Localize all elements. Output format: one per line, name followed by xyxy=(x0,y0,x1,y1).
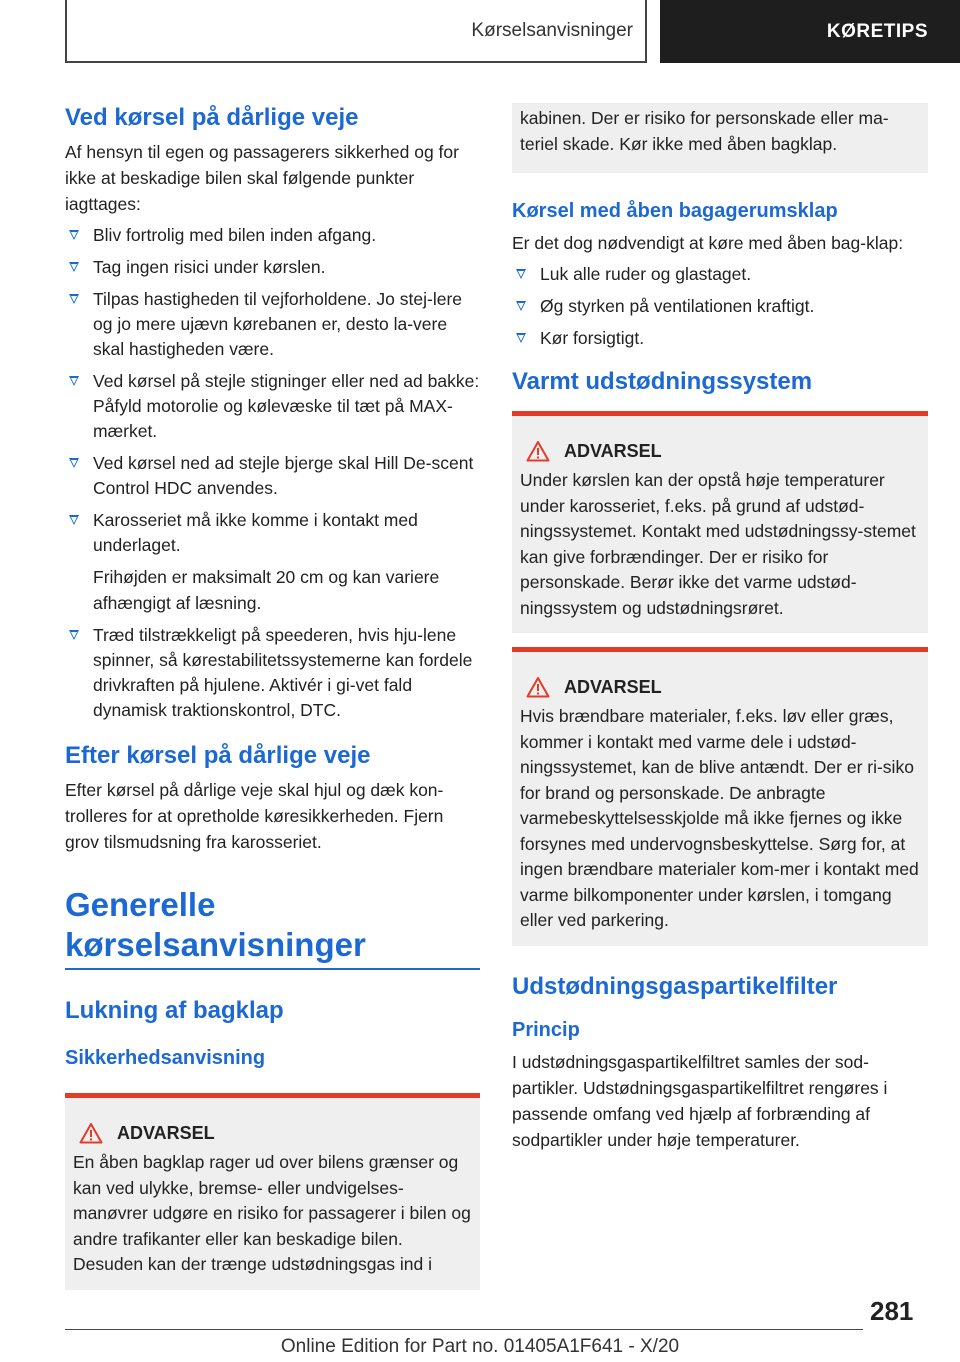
heading-hot-exhaust: Varmt udstødningssystem xyxy=(512,368,813,395)
heading-after-bad-roads: Efter kørsel på dårlige veje xyxy=(65,742,371,769)
after-text: Efter kørsel på dårlige veje skal hjul og dæk kon-trolleres for at opretholde køresikkerheden. Fjern grov tilsmudsning fra karosseriet. xyxy=(65,780,444,852)
warning-triangle-icon xyxy=(79,1122,103,1144)
page-number: 281 xyxy=(870,1296,914,1326)
header-chapter-label: KØRETIPS xyxy=(826,20,928,42)
list-item: Kør forsigtigt. xyxy=(512,326,928,351)
triangle-bullet-icon xyxy=(516,333,526,343)
warning-text: Hvis brændbare materialer, f.eks. løv eller græs, kommer i kontakt med varme dele i udstød-ningssystemet, kan de blive antændt. Der er ri-siko for brand og personskade. De anbragte varmebeskyttelsesskjolde må ikke fjernes og ikke forsynes med undervognsbeskyttelse. Sørg for, at ingen brændbare materialer kom-mer i kontakt med varme bilkomponenter under kørslen, i tomgang eller ved parkering. xyxy=(520,706,919,930)
warning-box-tailgate xyxy=(65,1093,480,1290)
heading-bad-roads: Ved kørsel på dårlige veje xyxy=(65,104,359,131)
principle-text: I udstødningsgaspartikelfiltret samles der sod-partikler. Udstødningsgaspartikelfiltret rengøres i passende omfang ved hjælp af forbrænding af sodpartikler under høje temperaturer. xyxy=(512,1051,888,1150)
right-column xyxy=(512,103,928,1153)
left-column xyxy=(65,103,480,1290)
triangle-bullet-icon xyxy=(69,458,79,468)
warning-triangle-icon xyxy=(526,440,550,462)
list-item-note: Frihøjden er maksimalt 20 cm og kan variere afhængigt af læsning. xyxy=(93,567,440,613)
heading-particle-filter: Udstødningsgaspartikelfilter xyxy=(512,972,838,1000)
heading-principle: Princip xyxy=(512,1018,580,1041)
list-item: Træd tilstrækkeligt på speederen, hvis hju-lene spinner, så kørestabilitetssystemerne kan fordele drivkraften på hjulene. Aktivér i gi-vet fald dynamisk traktionskontrol, DTC. xyxy=(65,623,480,723)
triangle-bullet-icon xyxy=(69,294,79,304)
warning-triangle-icon xyxy=(526,676,550,698)
warning-text: En åben bagklap rager ud over bilens grænser og kan ved ulykke, bremse- eller undvigelses-manøvrer udgøre en risiko for passagerer i bilen og andre trafikanter eller kan beskadige bilen. Desuden kan der trænge udstødningsgas ind i xyxy=(73,1152,471,1275)
list-item: Tag ingen risici under kørslen. xyxy=(65,255,480,280)
triangle-bullet-icon xyxy=(69,376,79,386)
list-item: Karosseriet må ikke komme i kontakt med underlaget. Frihøjden er maksimalt 20 cm og kan variere afhængigt af læsning. xyxy=(65,508,480,616)
open-tailgate-list xyxy=(512,262,928,351)
triangle-bullet-icon xyxy=(516,301,526,311)
chapter-title: Generelle kørselsanvisninger xyxy=(65,885,480,970)
list-item: Ved kørsel ned ad stejle bjerge skal Hill De-scent Control HDC anvendes. xyxy=(65,451,480,501)
heading-safety: Sikkerhedsanvisning xyxy=(65,1047,266,1070)
intro-text: Af hensyn til egen og passagerers sikkerhed og for ikke at beskadige bilen skal følgende punkter iagttages: xyxy=(65,142,459,214)
list-item: Tilpas hastigheden til vejforholdene. Jo stej-lere og jo mere ujævn kørebanen er, desto la-vere skal hastigheden være. xyxy=(65,287,480,362)
header-chapter xyxy=(660,0,960,63)
triangle-bullet-icon xyxy=(69,515,79,525)
triangle-bullet-icon xyxy=(69,262,79,272)
list-item: Bliv fortrolig med bilen inden afgang. xyxy=(65,223,480,248)
header-section-label: Kørselsanvisninger xyxy=(471,19,633,41)
triangle-bullet-icon xyxy=(516,269,526,279)
header-section xyxy=(65,0,647,63)
list-item: Øg styrken på ventilationen kraftigt. xyxy=(512,294,928,319)
triangle-bullet-icon xyxy=(69,230,79,240)
warning-box-hot-exhaust xyxy=(512,411,928,633)
triangle-bullet-icon xyxy=(69,630,79,640)
warning-text-continued: kabinen. Der er risiko for personskade eller ma-teriel skade. Kør ikke med åben bagklap. xyxy=(520,108,889,154)
edition-note: Online Edition for Part no. 01405A1F641 - X/20 xyxy=(280,1336,680,1357)
footer-divider xyxy=(65,1329,863,1330)
warning-label: ADVARSEL xyxy=(564,440,662,461)
list-item: Ved kørsel på stejle stigninger eller ned ad bakke: Påfyld motorolie og kølevæske til tæt på MAX-mærket. xyxy=(65,369,480,444)
warning-label: ADVARSEL xyxy=(564,676,662,697)
heading-tailgate: Lukning af bagklap xyxy=(65,997,284,1025)
open-tailgate-text: Er det dog nødvendigt at køre med åben bag-klap: xyxy=(512,233,904,253)
warning-label: ADVARSEL xyxy=(117,1122,215,1143)
warning-box-flammable xyxy=(512,647,928,946)
warning-text: Under kørslen kan der opstå høje temperaturer under karosseriet, f.eks. på grund af udstød-ningssystemet. Kontakt med udstødningssy-stemet kan give forbrændinger. Der er risiko for personskade. Berør ikke det varme udstød-ningssystem og udstødningsrøret. xyxy=(520,470,916,618)
list-item: Luk alle ruder og glastaget. xyxy=(512,262,928,287)
warning-box-continued xyxy=(512,103,928,173)
bad-roads-list xyxy=(65,223,480,723)
heading-open-tailgate: Kørsel med åben bagagerumsklap xyxy=(512,200,838,222)
